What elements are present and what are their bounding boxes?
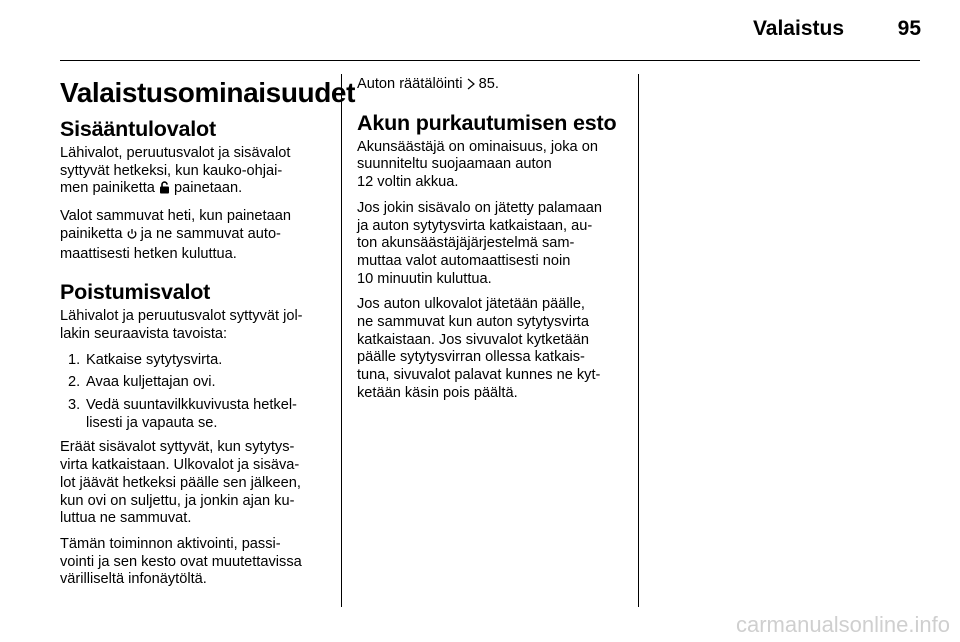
exit-lights-steps <box>60 352 328 433</box>
list-item <box>60 374 328 392</box>
header-divider <box>60 60 920 61</box>
section-heading-battery-saver: Akun purkautumisen esto <box>357 110 617 135</box>
watermark: carmanualsonline.info <box>735 612 950 637</box>
paragraph-entry-lights-2 <box>60 208 328 263</box>
paragraph-battery-saver-2: Jos jokin sisävalo on jätetty palamaan ja auton sytytysvirta katkaistaan, au- ton akunsäästäjäjärjestelmä sam- muttaa valot automaattisesti noin 10 minuutin kuluttua. <box>357 199 602 287</box>
list-item-number: 1. <box>68 351 81 368</box>
paragraph-exit-lights-intro: Lähivalot ja peruutusvalot syttyvät jol- lakin seuraavista tavoista: <box>60 308 303 342</box>
text-segment: painetaan. <box>169 180 243 197</box>
list-item-text: Avaa kuljettajan ovi. <box>86 374 216 391</box>
list-item-text: Vedä suuntavilkkuvivusta hetkel- lisesti ja vapauta se. <box>86 397 297 431</box>
list-item <box>60 352 328 370</box>
power-icon <box>127 228 137 246</box>
paragraph-exit-lights-3: Tämän toiminnon aktivointi, passi- vointi ja sen kesto ovat muutettavissa värilliseltä infonäytöltä. <box>60 535 302 588</box>
cross-reference-text: Auton räätälöinti <box>357 76 467 92</box>
text-segment: Valot sammuvat heti, kun painetaan painiketta <box>60 208 291 242</box>
column-2 <box>357 76 625 411</box>
cross-reference <box>357 76 625 96</box>
page-header <box>0 0 960 62</box>
paragraph-exit-lights-2: Eräät sisävalot syttyvät, kun sytytys- virta katkaistaan. Ulkovalot ja sisäva- lot jäävät hetkeksi päälle sen jälkeen, kun ovi on suljettu, ja jonkin ajan ku- luttua ne sammuvat. <box>60 439 301 527</box>
list-item-number: 2. <box>68 374 81 391</box>
section-heading-exit-lights: Poistumisvalot <box>60 280 211 305</box>
text-segment: Lähivalot, peruutusvalot ja sisävalot syttyvät hetkeksi, kun kauko-ohjai- men painiketta <box>60 145 291 197</box>
padlock-icon <box>159 181 170 200</box>
paragraph-battery-saver-3: Jos auton ulkovalot jätetään päälle, ne sammuvat kun auton sytytysvirta katkaistaan. Jos sivuvalot kytketään päälle sytytysvirran ollessa katkais- tuna, sivuvalot palavat kunnes ne kyt- ketään käsin pois päältä. <box>357 296 601 401</box>
section-heading-entry-lights: Sisääntulovalot <box>60 117 216 141</box>
list-item-number: 3. <box>68 397 81 414</box>
page-title: Valaistusominaisuudet <box>60 77 356 108</box>
paragraph-entry-lights-1 <box>60 145 328 200</box>
list-item <box>60 397 328 432</box>
list-item-text: Katkaise sytytysvirta. <box>86 351 223 368</box>
page-reference-arrow-icon <box>467 78 475 96</box>
column-divider-2 <box>638 74 639 607</box>
column-divider-1 <box>341 74 342 607</box>
page-number: 95 <box>897 17 921 40</box>
paragraph-battery-saver-1: Akunsäästäjä on ominaisuus, joka on suunniteltu suojaamaan auton 12 voltin akkua. <box>357 138 598 191</box>
header-title: Valaistus <box>752 17 844 40</box>
column-1 <box>60 76 356 597</box>
text-segment: ja ne sammuvat auto- maattisesti hetken kuluttua. <box>60 225 281 262</box>
cross-reference-page: 85. <box>474 76 499 92</box>
